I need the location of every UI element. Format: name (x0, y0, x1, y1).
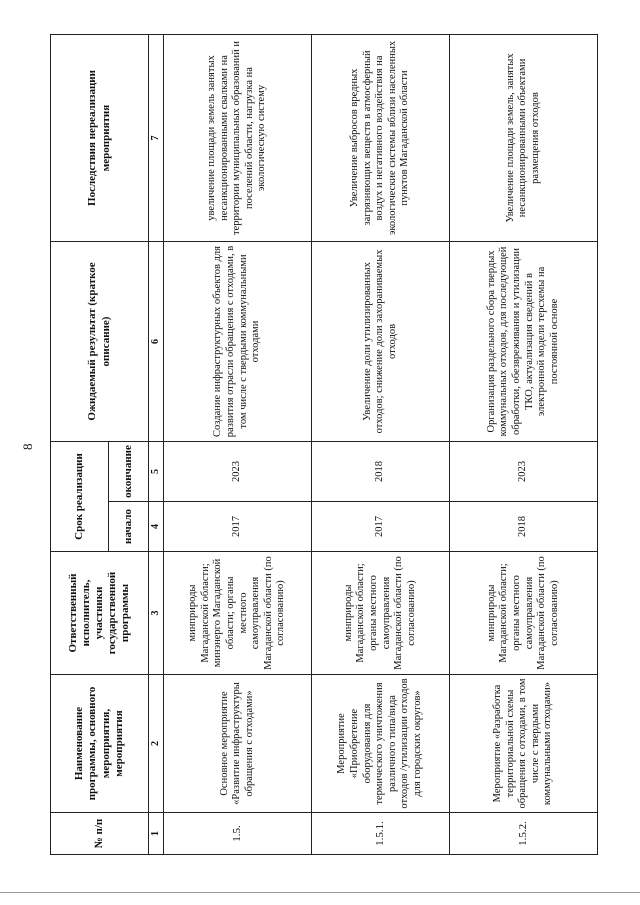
row-number: 1.5.1. (312, 813, 450, 855)
measure-result: Организация раздельного сбора твердых коммунальных отходов, для последующей обработки, обезвреживания и утилизации ТКО, актуализация сведений в электронной модели терсхемы на постоянной основе (450, 241, 598, 441)
measure-consequences: увеличение площади земель занятых несанкционированными свалками на территории муниципальных образований и поселений области, нагрузка на экологическую систему (164, 34, 312, 241)
col-number: 7 (149, 34, 164, 241)
header-result: Ожидаемый результат (краткое описание) (51, 241, 149, 441)
measure-consequences: Увеличение выбросов вредных загрязняющих веществ в атмосферный воздух и негативного воздействия на экологические системы вблизи населенных пунктов Магаданской области (312, 34, 450, 241)
rotated-table-wrapper (50, 35, 595, 855)
scan-bottom-line (0, 892, 640, 893)
col-number: 4 (149, 502, 164, 552)
measure-name: Основное мероприятие «Развитие инфраструктуры обращения с отходами» (164, 675, 312, 813)
header-start: начало (109, 502, 149, 552)
header-period: Срок реализации (51, 441, 109, 551)
col-number: 3 (149, 552, 164, 675)
table-row (164, 34, 312, 854)
header-name: Наименование программы, основного мероприятия, мероприятия (51, 675, 149, 813)
table-row (450, 34, 598, 854)
measure-executor: минприроды Магаданской области; минэнерго Магаданской области; органы местного самоуправления Магаданской области (по согласованию) (164, 552, 312, 675)
measure-consequences: Увеличение площади земель, занятых несанкционированными объектами размещения отходов (450, 34, 598, 241)
measure-executor: минприроды Магаданской области; органы местного самоуправления Магаданской области (по согласованию) (312, 552, 450, 675)
row-number: 1.5. (164, 813, 312, 855)
measure-result: Создание инфраструктурных объектов для развития отрасли обращения с отходами, в том числе с твердыми коммунальными отходами (164, 241, 312, 441)
measure-executor: минприроды Магаданской области; органы местного самоуправления Магаданской области (по согласованию) (450, 552, 598, 675)
col-number: 6 (149, 241, 164, 441)
measure-start: 2017 (164, 502, 312, 552)
measure-name: Мероприятие «Разработка территориальной схемы обращения с отходами, в том числе с твердыми коммунальными отходами» (450, 675, 598, 813)
header-executor: Ответственный исполнитель, участники государственной программы (51, 552, 149, 675)
col-number: 2 (149, 675, 164, 813)
measure-result: Увеличение доли утилизированных отходов; снижение доли захораниваемых отходов (312, 241, 450, 441)
header-row-1 (51, 34, 109, 854)
landscape-page (50, 35, 640, 849)
row-number: 1.5.2. (450, 813, 598, 855)
table-row (312, 34, 450, 854)
column-number-row (149, 34, 164, 854)
measure-end: 2023 (164, 441, 312, 501)
col-number: 1 (149, 813, 164, 855)
measure-end: 2023 (450, 441, 598, 501)
program-measures-table (50, 34, 598, 855)
measure-start: 2018 (450, 502, 598, 552)
col-number: 5 (149, 441, 164, 501)
header-num: № п/п (51, 813, 149, 855)
header-consequences: Последствия нереализации мероприятия (51, 34, 149, 241)
measure-start: 2017 (312, 502, 450, 552)
header-end: окончание (109, 441, 149, 501)
page-number: 8 (20, 443, 35, 450)
measure-end: 2018 (312, 441, 450, 501)
measure-name: Мероприятие «Приобретение оборудования для термического уничтожения различного типа/вида отходов /утилизации отходов для городских округов» (312, 675, 450, 813)
